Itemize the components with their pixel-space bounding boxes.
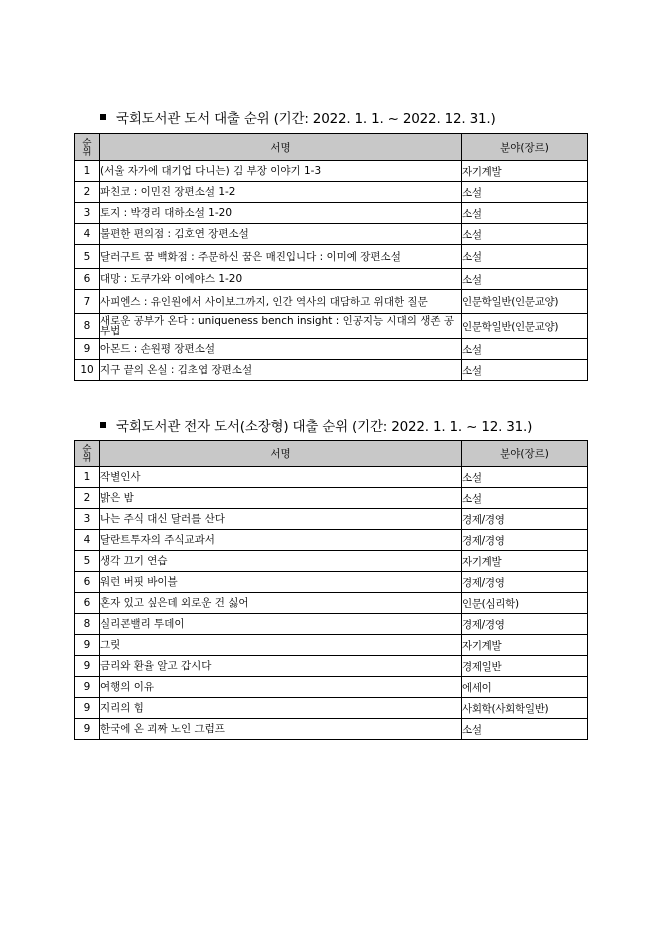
- rank-cell: 6: [75, 269, 100, 290]
- category-column-header: 분야(장르): [462, 134, 588, 161]
- book-title-cell: 사피엔스 : 유인원에서 사이보그까지, 인간 역사의 대담하고 위대한 질문: [100, 290, 462, 314]
- category-cell: 인문학일반(인문교양): [462, 290, 588, 314]
- category-cell: 소설: [462, 339, 588, 360]
- category-cell: 소설: [462, 467, 588, 488]
- rank-cell: 10: [75, 360, 100, 381]
- table-row: [75, 224, 588, 245]
- section2-title-text: 국회도서관 전자 도서(소장형) 대출 순위 (기간: 2022. 1. 1. ~ 12. 31.): [116, 419, 533, 435]
- rank-cell: 4: [75, 224, 100, 245]
- book-title-cell: 한국에 온 괴짜 노인 그럼프: [100, 719, 462, 740]
- rank-cell: 8: [75, 614, 100, 635]
- rank-cell: 1: [75, 161, 100, 182]
- table-row: [75, 269, 588, 290]
- table-row: [75, 360, 588, 381]
- rank-cell: 8: [75, 314, 100, 339]
- book-title-cell: 나는 주식 대신 달러를 산다: [100, 509, 462, 530]
- rank-cell: 9: [75, 719, 100, 740]
- book-title-cell: 그릿: [100, 635, 462, 656]
- table-row: [75, 488, 588, 509]
- table-row: [75, 203, 588, 224]
- table-row: [75, 467, 588, 488]
- rank-cell: 9: [75, 656, 100, 677]
- table-row: [75, 572, 588, 593]
- square-bullet-icon: [100, 422, 106, 428]
- table-row: [75, 635, 588, 656]
- rank-cell: 2: [75, 488, 100, 509]
- book-title-cell: 실리콘밸리 투데이: [100, 614, 462, 635]
- library-loan-ranking-table: [74, 133, 588, 381]
- table-row: [75, 593, 588, 614]
- rank-cell: 7: [75, 290, 100, 314]
- category-cell: 인문(심리학): [462, 593, 588, 614]
- rank-cell: 9: [75, 677, 100, 698]
- table-row: [75, 677, 588, 698]
- table-row: [75, 719, 588, 740]
- category-column-header: 분야(장르): [462, 441, 588, 467]
- ebook-loan-ranking-table: [74, 440, 588, 740]
- rank-cell: 3: [75, 203, 100, 224]
- book-title-cell: 지리의 힘: [100, 698, 462, 719]
- table-row: [75, 161, 588, 182]
- book-title-cell: 불편한 편의점 : 김호연 장편소설: [100, 224, 462, 245]
- rank-cell: 5: [75, 551, 100, 572]
- category-cell: 소설: [462, 719, 588, 740]
- category-cell: 에세이: [462, 677, 588, 698]
- rank-cell: 1: [75, 467, 100, 488]
- book-title-cell: 생각 끄기 연습: [100, 551, 462, 572]
- category-cell: 경제/경영: [462, 572, 588, 593]
- table-header-row: [75, 134, 588, 161]
- category-cell: 경제/경영: [462, 509, 588, 530]
- rank-cell: 5: [75, 245, 100, 269]
- category-cell: 소설: [462, 182, 588, 203]
- section2-title: [100, 415, 532, 435]
- rank-cell: 9: [75, 339, 100, 360]
- title-column-header: 서명: [100, 134, 462, 161]
- rank-cell: 3: [75, 509, 100, 530]
- rank-cell: 9: [75, 698, 100, 719]
- book-title-cell: 금리와 환율 알고 갑시다: [100, 656, 462, 677]
- book-title-cell: 달란트투자의 주식교과서: [100, 530, 462, 551]
- book-title-cell: 지구 끝의 온실 : 김초엽 장편소설: [100, 360, 462, 381]
- table-header-row: [75, 441, 588, 467]
- table-row: [75, 339, 588, 360]
- section1-title: [100, 107, 496, 127]
- book-title-cell: 작별인사: [100, 467, 462, 488]
- table-row: [75, 182, 588, 203]
- category-cell: 소설: [462, 269, 588, 290]
- title-column-header: 서명: [100, 441, 462, 467]
- section1-title-text: 국회도서관 도서 대출 순위 (기간: 2022. 1. 1. ~ 2022. 12. 31.): [116, 111, 496, 127]
- table-row: [75, 656, 588, 677]
- book-title-cell: 혼자 있고 싶은데 외로운 건 싫어: [100, 593, 462, 614]
- category-cell: 인문학일반(인문교양): [462, 314, 588, 339]
- book-title-cell: 새로운 공부가 온다 : uniqueness bench insight : 인공지능 시대의 생존 공부법: [100, 314, 462, 339]
- category-cell: 소설: [462, 488, 588, 509]
- rank-column-header: 순 위: [75, 134, 100, 161]
- book-title-cell: 여행의 이유: [100, 677, 462, 698]
- category-cell: 소설: [462, 203, 588, 224]
- rank-cell: 4: [75, 530, 100, 551]
- table-row: [75, 290, 588, 314]
- category-cell: 경제/경영: [462, 530, 588, 551]
- book-title-cell: (서울 자가에 대기업 다니는) 김 부장 이야기 1-3: [100, 161, 462, 182]
- table-row: [75, 698, 588, 719]
- table-row: [75, 614, 588, 635]
- table-row: [75, 509, 588, 530]
- category-cell: 자기계발: [462, 551, 588, 572]
- book-title-cell: 밝은 밤: [100, 488, 462, 509]
- rank-cell: 2: [75, 182, 100, 203]
- book-title-cell: 워런 버핏 바이블: [100, 572, 462, 593]
- category-cell: 소설: [462, 224, 588, 245]
- rank-cell: 6: [75, 593, 100, 614]
- square-bullet-icon: [100, 114, 106, 120]
- rank-cell: 9: [75, 635, 100, 656]
- book-title-cell: 대망 : 도쿠가와 이에야스 1-20: [100, 269, 462, 290]
- category-cell: 자기계발: [462, 161, 588, 182]
- book-title-cell: 아몬드 : 손원평 장편소설: [100, 339, 462, 360]
- category-cell: 경제일반: [462, 656, 588, 677]
- book-title-cell: 파친코 : 이민진 장편소설 1-2: [100, 182, 462, 203]
- book-title-cell: 달러구트 꿈 백화점 : 주문하신 꿈은 매진입니다 : 이미예 장편소설: [100, 245, 462, 269]
- table-row: [75, 314, 588, 339]
- category-cell: 자기계발: [462, 635, 588, 656]
- category-cell: 경제/경영: [462, 614, 588, 635]
- category-cell: 사회학(사회학일반): [462, 698, 588, 719]
- rank-column-header: 순 위: [75, 441, 100, 467]
- category-cell: 소설: [462, 360, 588, 381]
- table-row: [75, 530, 588, 551]
- table-row: [75, 551, 588, 572]
- category-cell: 소설: [462, 245, 588, 269]
- table-row: [75, 245, 588, 269]
- book-title-cell: 토지 : 박경리 대하소설 1-20: [100, 203, 462, 224]
- rank-cell: 6: [75, 572, 100, 593]
